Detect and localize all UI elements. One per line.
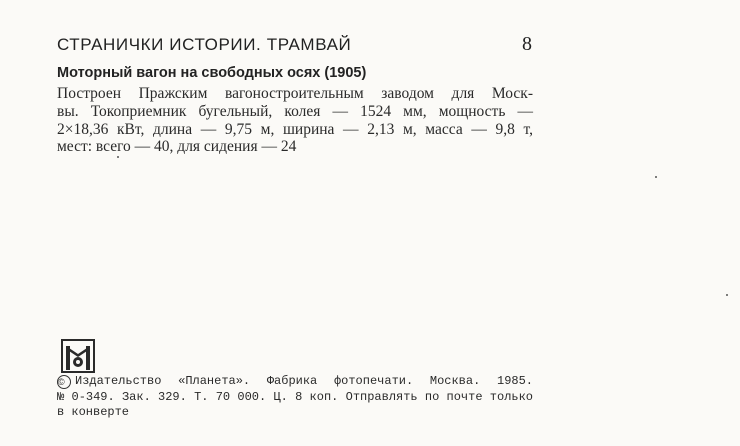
card-heading: Моторный вагон на свободных осях (1905) [57, 65, 367, 81]
planeta-publisher-logo-icon [61, 339, 95, 373]
description-line: мест: всего — 40, для сидения — 24 [57, 138, 297, 156]
description-line: Построен Пражским вагоностроительным заводом для Моск- [57, 85, 533, 102]
paper-speck [117, 156, 119, 158]
imprint-line [57, 374, 533, 390]
description [57, 85, 533, 156]
copyright-icon: © [57, 375, 71, 389]
description-line: вы. Токоприемник бугельный, колея — 1524 мм, мощность — [57, 102, 533, 120]
imprint-line: № 0-349. Зак. 329. Т. 70 000. Ц. 8 коп. Отправлять по почте только [57, 389, 533, 404]
paper-speck [726, 294, 728, 296]
series-title: СТРАНИЧКИ ИСТОРИИ. ТРАМВАЙ [57, 35, 352, 54]
imprint-line: в конверте [57, 405, 130, 419]
description-line: 2×18,36 кВт, длина — 9,75 м, ширина — 2,13 м, масса — 9,8 т, [57, 120, 533, 138]
imprint-publisher-text: Издательство «Планета». Фабрика фотопечати. Москва. 1985. [75, 374, 533, 388]
imprint [57, 374, 533, 421]
page-number: 8 [522, 33, 532, 55]
paper-speck [655, 176, 657, 178]
